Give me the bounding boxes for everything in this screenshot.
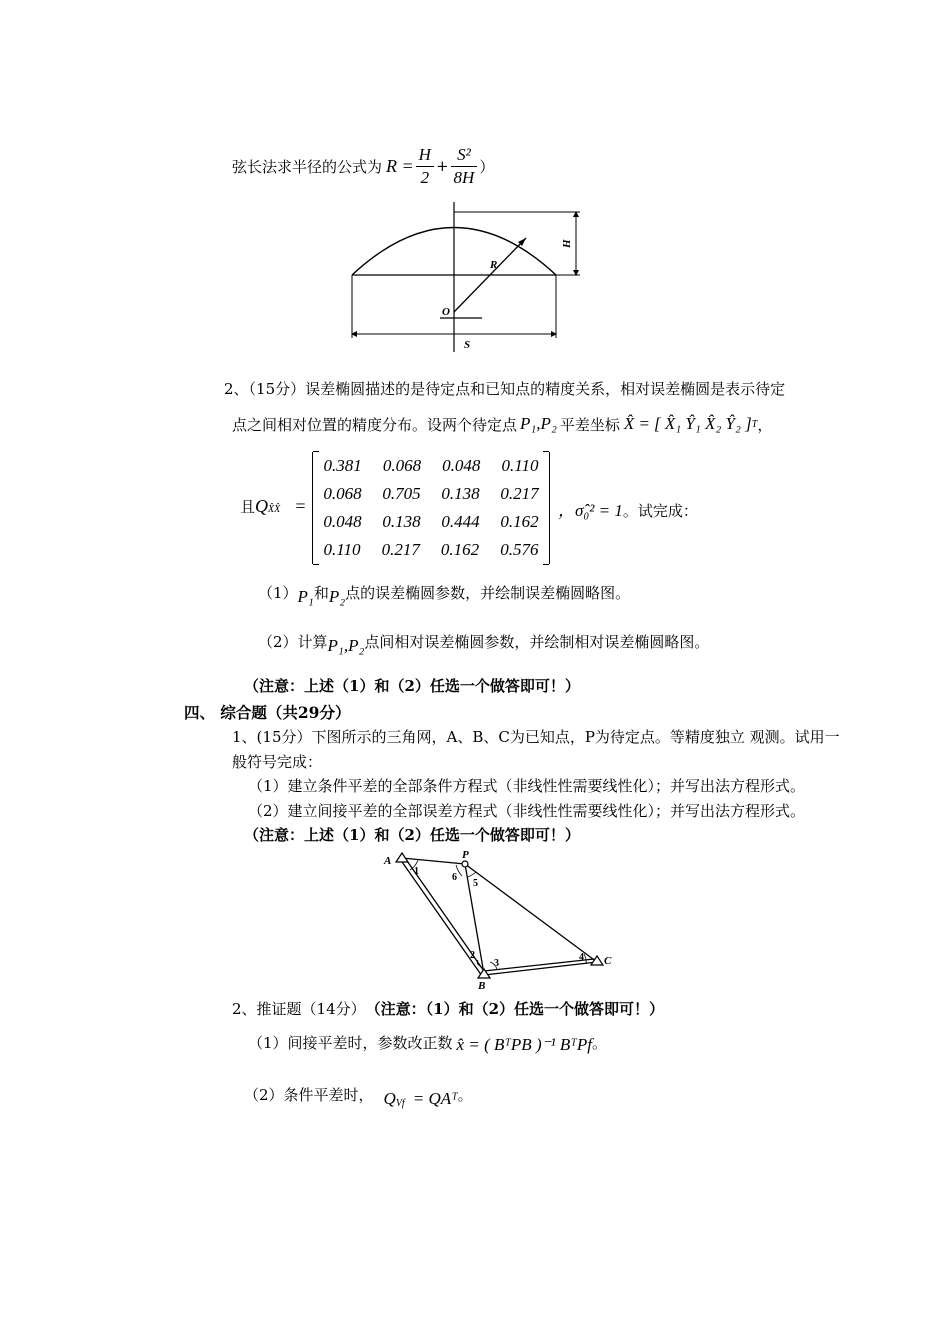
matrix-row [313, 480, 549, 508]
q2-comma: ， [757, 415, 773, 434]
angle-label-4: 4 [579, 952, 584, 963]
q2-sub1-p1: P₁ [297, 587, 314, 606]
angle-label-1: 1 [414, 866, 419, 877]
s4-q2-note: （注意：（1）和（2）任选一个做答即可！） [365, 1000, 665, 1018]
angle-label-6: 6 [452, 872, 457, 883]
triangulation-figure [380, 850, 620, 990]
matrix-row [313, 536, 549, 564]
s4-q2-sub1-text: （1）间接平差时，参数改正数 [248, 1033, 453, 1052]
q2-transpose: T [751, 418, 758, 430]
fraction-h-over-2 [416, 144, 434, 189]
matrix-cell: 0.048 [323, 512, 362, 531]
q2-sub1-he: 和 [313, 583, 329, 602]
q2-sub1 [258, 577, 630, 607]
formula-lhs: R = [386, 155, 414, 176]
q2-sub2-text: 点间相对误差椭圆参数，并绘制相对误差椭圆略图。 [364, 632, 710, 651]
frac2-numerator: S² [451, 144, 478, 167]
q2-sub1-prefix: （1） [258, 583, 298, 602]
s4-q2-head-text: 2、推证题（14分） [232, 1000, 366, 1018]
s4-q2-sub2-text: （2）条件平差时， [244, 1085, 374, 1104]
chord-radius-figure [340, 200, 590, 355]
line-ap [402, 858, 465, 864]
qie-text: 且 [240, 498, 256, 516]
matrix-cell: 0.048 [442, 456, 481, 475]
section4-heading: 四、 综合题（共29分） [184, 703, 351, 722]
close-paren: ） [479, 157, 495, 176]
matrix-cell: 0.217 [500, 484, 539, 503]
label-s: S [464, 339, 471, 351]
q2-p1p2: P₁,P₂ [520, 414, 557, 433]
label-r: R [490, 259, 498, 271]
matrix-cell: 0.110 [501, 456, 539, 475]
s4-q2-sub2-end: 。 [457, 1085, 473, 1104]
label-b: B [478, 980, 486, 990]
matrix-cell: 0.705 [382, 484, 421, 503]
label-c: C [604, 955, 612, 967]
q2-sub1-text: 点的误差椭圆参数，并绘制误差椭圆略图。 [345, 583, 631, 602]
point-c-triangle [591, 956, 603, 965]
frac1-numerator: H [416, 144, 434, 167]
q-equals: = [294, 496, 307, 516]
fraction-s2-over-8h [451, 144, 478, 189]
point-p-circle [462, 861, 468, 867]
s4-q2-sub1-end: 。 [591, 1033, 607, 1052]
qvf-subscript: Vf [395, 1097, 405, 1109]
q2-vector: [ X̂₁ Ŷ₁ X̂₂ Ŷ₂ ] [653, 414, 752, 433]
point-a-triangle [396, 853, 408, 862]
q-subscript: X̂X̂ [268, 504, 281, 515]
matrix-cell: 0.138 [441, 484, 480, 503]
matrix-cell: 0.068 [382, 456, 422, 475]
cofactor-matrix [312, 452, 550, 564]
plus-sign: + [435, 157, 449, 175]
condition-formula-rhs: = QAᵀ [412, 1089, 458, 1108]
matrix-cell: 0.217 [381, 540, 420, 559]
s4-q1-sub1: （1）建立条件平差的全部条件方程式（非线性性需要线性化）；并写出法方程形式。 [248, 777, 806, 795]
chord-intro-text: 弦长法求半径的公式为 [232, 157, 383, 176]
s4-q2-heading [232, 998, 664, 1019]
s4-q1-line1: 1、(15分）下图所示的三角网，A、B、C为已知点，P为待定点。等精度独立 观测。试用一 [232, 728, 840, 746]
matrix-cell: 0.068 [323, 484, 362, 503]
q-matrix-label [240, 496, 306, 517]
matrix-cell: 0.576 [500, 540, 539, 559]
sigma-value: ，σ̂₀² = 1 [558, 501, 623, 520]
matrix-row [313, 508, 549, 536]
angle-label-5: 5 [473, 878, 478, 889]
indirect-formula: x̂ = ( BᵀPB )⁻¹ BᵀPf [456, 1035, 592, 1054]
s4-q2-sub2 [244, 1078, 473, 1110]
q2-sub2 [258, 626, 709, 656]
q-symbol: Q [255, 496, 269, 516]
matrix-cell: 0.110 [323, 540, 361, 559]
matrix-cell: 0.138 [382, 512, 421, 531]
matrix-cell: 0.162 [500, 512, 539, 531]
q2-line2 [232, 406, 772, 442]
s4-q1-sub2: （2）建立间接平差的全部误差方程式（非线性性需要线性化）；并写出法方程形式。 [248, 802, 806, 820]
sigma-line [558, 496, 698, 521]
q2-line1: 2、（15分）误差椭圆描述的是待定点和已知点的精度关系，相对误差椭圆是表示待定 [224, 380, 786, 398]
q2-note: （注意：上述（1）和（2）任选一个做答即可！） [244, 677, 580, 695]
angle-label-3: 3 [494, 958, 499, 969]
label-a: A [384, 855, 392, 867]
line-pc [465, 864, 597, 962]
q2-sub1-p2: P₂ [328, 587, 346, 606]
matrix-cell: 0.162 [440, 540, 480, 559]
q2-sub2-points: P₁,P₂ [327, 636, 365, 655]
q2-line2-text-a: 点之间相对位置的精度分布。设两个待定点 [232, 415, 518, 434]
frac2-denominator: 8H [453, 167, 475, 187]
s4-q2-sub1 [248, 1026, 607, 1058]
label-o: O [442, 306, 450, 318]
matrix-cell: 0.444 [441, 512, 480, 531]
q2-xhat: X̂ = [623, 414, 650, 433]
label-p: P [462, 850, 469, 861]
angle-arc-4 [584, 954, 586, 963]
frac1-denominator: 2 [420, 167, 430, 187]
q2-line2-text-b: 平差坐标 [559, 415, 620, 434]
angle-arc-5 [468, 872, 476, 877]
s4-q1-note: （注意：上述（1）和（2）任选一个做答即可！） [244, 826, 580, 844]
label-h: H [561, 239, 573, 248]
qvf-symbol: Q [383, 1089, 396, 1108]
sigma-end: 。试完成： [622, 502, 698, 520]
s4-q1-line2: 般符号完成： [232, 753, 323, 771]
chord-formula-line [232, 141, 494, 191]
angle-label-2: 2 [470, 950, 475, 961]
matrix-cell: 0.381 [323, 456, 362, 475]
matrix-row [313, 452, 549, 480]
q2-sub2-prefix: （2）计算 [258, 632, 328, 651]
